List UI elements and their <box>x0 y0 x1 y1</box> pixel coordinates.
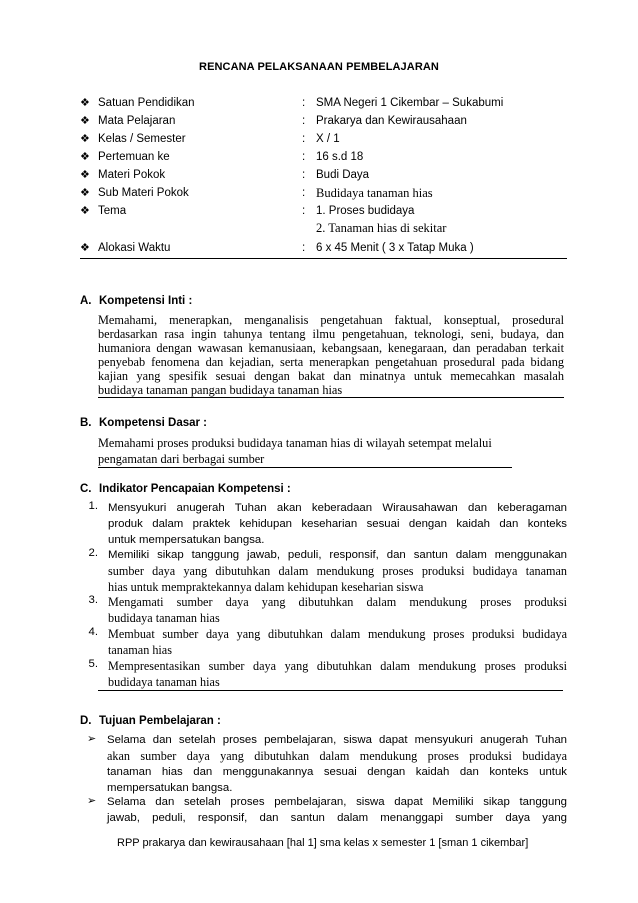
document-title: RENCANA PELAKSANAAN PEMBELAJARAN <box>199 61 439 73</box>
item-line: Mensyukuri anugerah Tuhan akan keberadaan Wirausahawan dan keberagaman <box>108 502 567 514</box>
identity-label: Mata Pelajaran <box>98 115 176 127</box>
identity-row-submateri <box>80 185 570 201</box>
paragraph-line: berdasarkan rasa ingin tahunya tentang ilmu pengetahuan, teknologi, seni, budaya, dan <box>98 327 564 341</box>
item-line: tanaman hias dan menggunakannya sesuai dengan kaidah dan konteks untuk <box>107 766 567 778</box>
identity-label: Kelas / Semester <box>98 133 186 145</box>
paragraph-line: budidaya tanaman pangan budidaya tanaman hias <box>98 383 343 397</box>
identity-label: Satuan Pendidikan <box>98 97 195 109</box>
paragraph-line: penyebab fenomena dan kejadian, serta menerapkan pengetahuan prosedural pada bidang <box>98 355 564 369</box>
section-title: Kompetensi Inti : <box>99 295 193 307</box>
identity-value: Budi Daya <box>316 169 370 181</box>
identity-colon: : <box>302 97 306 109</box>
identity-colon: : <box>302 242 306 254</box>
kompetensi-inti-box <box>98 313 564 398</box>
item-line: Selama dan setelah proses pembelajaran, siswa dapat mensyukuri anugerah Tuhan <box>107 734 567 746</box>
identity-colon: : <box>302 205 306 217</box>
identity-value: 16 s.d 18 <box>316 151 364 163</box>
identity-label: Materi Pokok <box>98 169 166 181</box>
section-b-heading <box>80 417 207 429</box>
section-a-heading <box>80 295 192 307</box>
identity-value: SMA Negeri 1 Cikembar – Sukabumi <box>316 97 504 109</box>
identity-row-satuan <box>80 95 570 111</box>
identity-row-alokasi <box>80 240 570 256</box>
paragraph-line: humaniora dengan wawasan kemanusiaan, kebangsaan, kenegaraan, dan peradaban terkait <box>98 341 564 355</box>
item-line: hias untuk mempraktekannya dalam kehidupan keseharian siswa <box>108 580 424 594</box>
section-d-heading <box>80 715 221 727</box>
section-letter: A. <box>80 295 92 307</box>
item-line: budidaya tanaman hias <box>108 611 220 625</box>
item-line: Mempresentasikan sumber daya yang dibutuhkan dalam mendukung proses produksi <box>108 659 567 673</box>
diamond-bullet-icon: ❖ <box>80 133 90 145</box>
item-line: mempersatukan bangsa. <box>107 782 233 794</box>
identity-value: 1. Proses budidaya <box>316 205 415 217</box>
section-title: Kompetensi Dasar : <box>99 417 208 429</box>
item-number: 1. <box>88 500 98 512</box>
item-line: untuk mempersatukan bangsa. <box>108 534 265 546</box>
item-line: sumber daya yang dibutuhkan dalam mendukung proses produksi budidaya tanaman <box>108 564 567 578</box>
identity-colon: : <box>302 133 306 145</box>
kompetensi-dasar-box <box>98 435 512 468</box>
diamond-bullet-icon: ❖ <box>80 205 90 217</box>
identity-row-tema <box>80 203 570 237</box>
item-number: 5. <box>88 658 98 670</box>
paragraph-line: kajian yang spesifik sesuai dengan bakat dan minatnya untuk memecahkan masalah <box>98 369 564 383</box>
identity-value: Prakarya dan Kewirausahaan <box>316 115 467 127</box>
section-letter: B. <box>80 417 92 429</box>
section-title: Indikator Pencapaian Kompetensi : <box>99 483 291 495</box>
section-letter: C. <box>80 483 92 495</box>
item-number: 4. <box>88 626 98 638</box>
section-c-heading <box>80 483 291 495</box>
paragraph-line: pengamatan dari berbagai sumber <box>98 452 265 466</box>
identity-row-mapel <box>80 113 570 129</box>
identity-row-materi <box>80 167 570 183</box>
identity-colon: : <box>302 151 306 163</box>
item-line: jawab, peduli, responsif, dan santun dalam menanggapi sumber daya yang <box>107 812 567 824</box>
identity-value: 6 x 45 Menit ( 3 x Tatap Muka ) <box>316 242 474 254</box>
item-line: budidaya tanaman hias <box>108 675 220 689</box>
identity-colon: : <box>302 187 306 199</box>
identity-label: Alokasi Waktu <box>98 242 171 254</box>
paragraph-line: Memahami proses produksi budidaya tanaman hias di wilayah setempat melalui <box>98 436 492 450</box>
item-line: produk dalam praktek kehidupan keseharian sesuai dengan kaidah dan konteks <box>108 518 567 530</box>
item-line: Membuat sumber daya yang dibutuhkan dalam mendukung proses produksi budidaya <box>108 627 567 641</box>
item-line: akan sumber daya yang dibutuhkan dalam mendukung proses produksi budidaya <box>107 749 567 763</box>
identity-value: Budidaya tanaman hias <box>316 186 433 200</box>
section-title: Tujuan Pembelajaran : <box>99 715 221 727</box>
item-line: Mengamati sumber daya yang dibutuhkan dalam mendukung proses produksi <box>108 595 567 609</box>
item-number: 3. <box>88 594 98 606</box>
divider <box>98 690 563 691</box>
identity-row-pertemuan <box>80 149 570 165</box>
identity-row-kelas <box>80 131 570 147</box>
item-line: Memiliki sikap tanggung jawab, peduli, responsif, dan santun dalam menggunakan <box>108 549 567 561</box>
identity-label: Pertemuan ke <box>98 151 170 163</box>
diamond-bullet-icon: ❖ <box>80 151 90 163</box>
diamond-bullet-icon: ❖ <box>80 97 90 109</box>
identity-label: Tema <box>98 205 127 217</box>
divider <box>80 258 567 259</box>
identity-label: Sub Materi Pokok <box>98 187 189 199</box>
item-line: tanaman hias <box>108 643 172 657</box>
item-number: 2. <box>88 547 98 559</box>
identity-colon: : <box>302 169 306 181</box>
identity-value: X / 1 <box>316 133 340 145</box>
identity-value-2: 2. Tanaman hias di sekitar <box>316 221 447 235</box>
diamond-bullet-icon: ❖ <box>80 115 90 127</box>
paragraph-line: Memahami, menerapkan, menganalisis pengetahuan faktual, konseptual, prosedural <box>98 313 564 327</box>
section-letter: D. <box>80 715 92 727</box>
arrow-bullet-icon: ➢ <box>87 733 97 745</box>
diamond-bullet-icon: ❖ <box>80 187 90 199</box>
identity-colon: : <box>302 115 306 127</box>
diamond-bullet-icon: ❖ <box>80 169 90 181</box>
item-line: Selama dan setelah proses pembelajaran, siswa dapat Memiliki sikap tanggung <box>107 796 567 808</box>
page-footer: RPP prakarya dan kewirausahaan [hal 1] sma kelas x semester 1 [sman 1 cikembar] <box>117 837 529 849</box>
arrow-bullet-icon: ➢ <box>87 795 97 807</box>
diamond-bullet-icon: ❖ <box>80 242 90 254</box>
